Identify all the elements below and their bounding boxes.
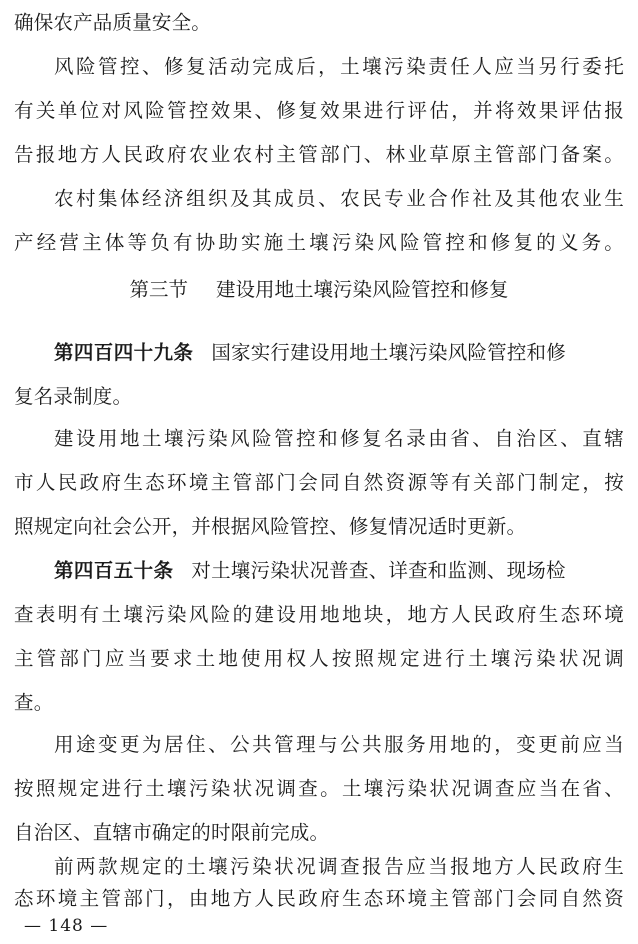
text-line: 产经营主体等负有协助实施土壤污染风险管控和修复的义务。 (14, 231, 624, 254)
text-line: 告报地方人民政府农业农村主管部门、林业草原主管部门备案。 (14, 143, 624, 166)
text-line: 查表明有土壤污染风险的建设用地地块，地方人民政府生态环境 (14, 603, 624, 626)
text-line: 市人民政府生态环境主管部门会同自然资源等有关部门制定，按 (14, 471, 624, 494)
text-line: 态环境主管部门，由地方人民政府生态环境主管部门会同自然资 (14, 887, 624, 910)
article-450-title: 第四百五十条 (54, 559, 174, 582)
text-line: 自治区、直辖市确定的时限前完成。 (14, 821, 330, 844)
article-449-title: 第四百四十九条 (54, 341, 194, 364)
section-number: 第三节 (129, 278, 188, 301)
article-449-first-line (54, 338, 624, 368)
text-line: 国家实行建设用地土壤污染风险管控和修 (211, 341, 566, 364)
page-number: — 148 — (24, 916, 109, 936)
section-heading (0, 275, 638, 305)
text-line: 照规定向社会公开，并根据风险管控、修复情况适时更新。 (14, 515, 527, 538)
section-title: 建设用地土壤污染风险管控和修复 (216, 278, 509, 301)
text-line: 建设用地土壤污染风险管控和修复名录由省、自治区、直辖 (54, 427, 624, 450)
text-line: 对土壤污染状况普查、详查和监测、现场检 (191, 559, 566, 582)
text-line: 用途变更为居住、公共管理与公共服务用地的，变更前应当 (54, 733, 624, 756)
text-line: 复名录制度。 (14, 385, 133, 408)
text-line: 确保农产品质量安全。 (14, 11, 212, 34)
text-line: 风险管控、修复活动完成后，土壤污染责任人应当另行委托 (54, 55, 624, 78)
text-line: 农村集体经济组织及其成员、农民专业合作社及其他农业生 (54, 187, 624, 210)
text-line: 主管部门应当要求土地使用权人按照规定进行土壤污染状况调 (14, 647, 624, 670)
text-line: 有关单位对风险管控效果、修复效果进行评估，并将效果评估报 (14, 99, 624, 122)
text-line: 查。 (14, 691, 54, 714)
text-line: 前两款规定的土壤污染状况调查报告应当报地方人民政府生 (54, 855, 624, 878)
text-line: 按照规定进行土壤污染状况调查。土壤污染状况调查应当在省、 (14, 777, 624, 800)
article-450-first-line (54, 556, 624, 586)
